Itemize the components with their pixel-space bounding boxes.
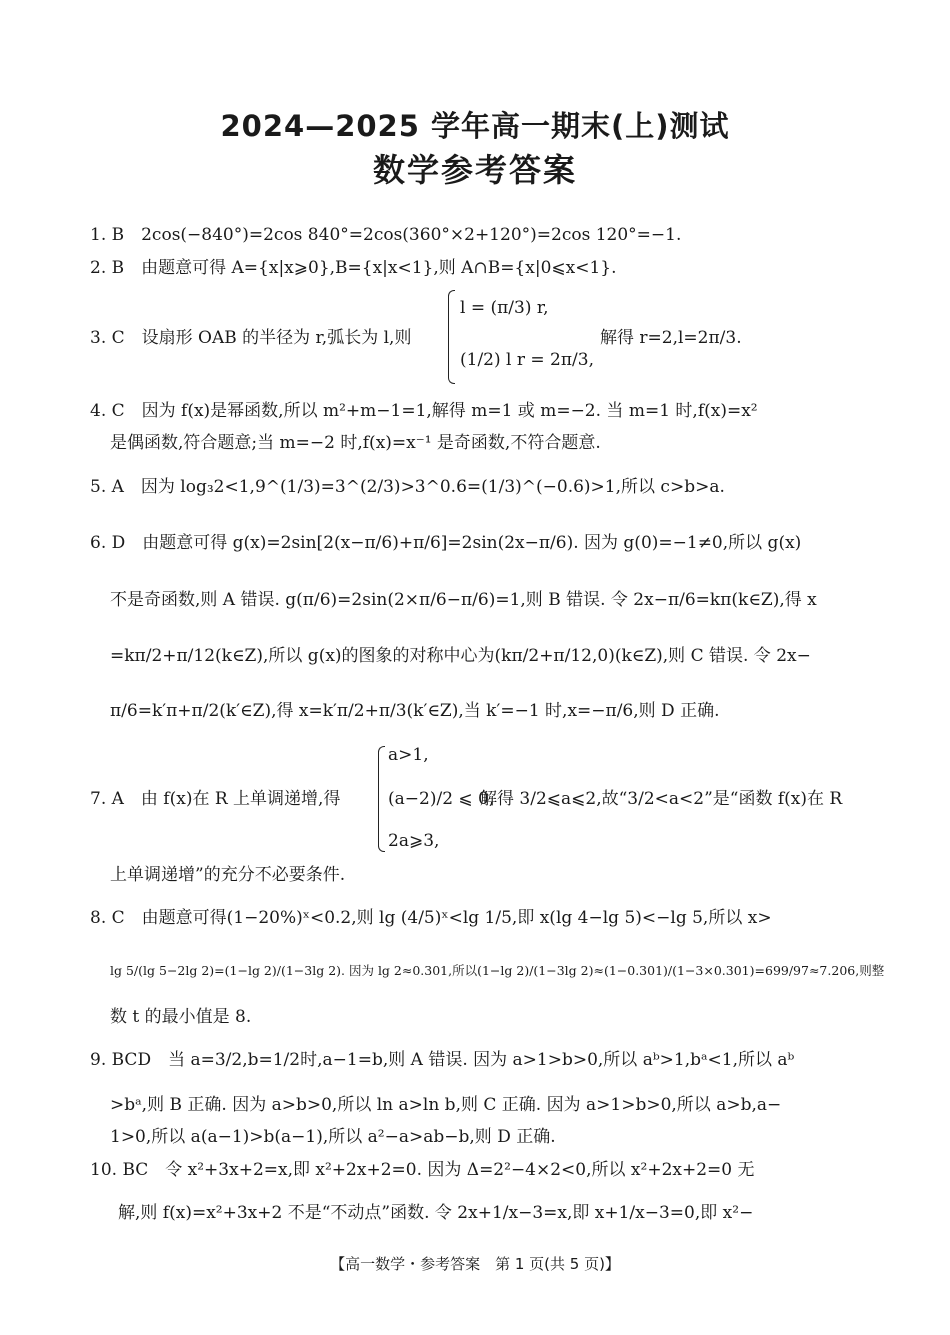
answer-4-line2: 是偶函数,符合题意;当 m=−2 时,f(x)=x⁻¹ 是奇函数,不符合题意.: [110, 433, 601, 453]
answer-3-eq1: l = (π/3) r,: [460, 298, 549, 318]
answer-6-line3: =kπ/2+π/12(k∈Z),所以 g(x)的图象的对称中心为(kπ/2+π/12,0)(k∈Z),则 C 错误. 令 2x−: [110, 646, 811, 666]
answer-3-lead: 3. C 设扇形 OAB 的半径为 r,弧长为 l,则: [90, 328, 412, 348]
answer-7-lead: 7. A 由 f(x)在 R 上单调递增,得: [90, 789, 341, 809]
brace-q3: [448, 290, 455, 384]
answer-3-tail: 解得 r=2,l=2π/3.: [600, 328, 742, 348]
answer-6-line2: 不是奇函数,则 A 错误. g(π/6)=2sin(2×π/6−π/6)=1,则 B 错误. 令 2x−π/6=kπ(k∈Z),得 x: [110, 590, 817, 610]
answer-9-line3: 1>0,所以 a(a−1)>b(a−1),所以 a²−a>ab−b,则 D 正确.: [110, 1127, 556, 1147]
answer-7-eq2: (a−2)/2 ⩽ 0,: [388, 789, 495, 809]
answer-7-eq1: a>1,: [388, 745, 429, 765]
answer-1: 1. B 2cos(−840°)=2cos 840°=2cos(360°×2+120°)=2cos 120°=−1.: [90, 225, 682, 245]
answer-10-line1: 10. BC 令 x²+3x+2=x,即 x²+2x+2=0. 因为 Δ=2²−4×2<0,所以 x²+2x+2=0 无: [90, 1160, 755, 1180]
page-subtitle: 数学参考答案: [372, 151, 577, 189]
brace-q7: [378, 746, 385, 852]
answer-10-line2: 解,则 f(x)=x²+3x+2 不是“不动点”函数. 令 2x+1/x−3=x,即 x+1/x−3=0,即 x²−: [118, 1203, 754, 1223]
page-footer: 【高一数学・参考答案 第 1 页(共 5 页)】: [330, 1255, 620, 1273]
answer-6-line4: π/6=k′π+π/2(k′∈Z),得 x=k′π/2+π/3(k′∈Z),当 k′=−1 时,x=−π/6,则 D 正确.: [110, 701, 720, 721]
answer-6-line1: 6. D 由题意可得 g(x)=2sin[2(x−π/6)+π/6]=2sin(2x−π/6). 因为 g(0)=−1≠0,所以 g(x): [90, 533, 802, 553]
answer-9-line2: >bᵃ,则 B 正确. 因为 a>b>0,所以 ln a>ln b,则 C 正确. 因为 a>1>b>0,所以 a>b,a−: [110, 1095, 782, 1115]
answer-8-line1: 8. C 由题意可得(1−20%)ˣ<0.2,则 lg (4/5)ˣ<lg 1/5,即 x(lg 4−lg 5)<−lg 5,所以 x>: [90, 908, 772, 928]
answer-9-line1: 9. BCD 当 a=3/2,b=1/2时,a−1=b,则 A 错误. 因为 a>1>b>0,所以 aᵇ>1,bᵃ<1,所以 aᵇ: [90, 1050, 795, 1070]
answer-5: 5. A 因为 log₃2<1,9^(1/3)=3^(2/3)>3^0.6=(1/3)^(−0.6)>1,所以 c>b>a.: [90, 477, 725, 497]
answer-8-line3: 数 t 的最小值是 8.: [110, 1007, 252, 1027]
page-title: 2024—2025 学年高一期末(上)测试: [220, 109, 730, 143]
answer-7-line2: 上单调递增”的充分不必要条件.: [110, 865, 346, 885]
answer-8-line2: lg 5/(lg 5−2lg 2)=(1−lg 2)/(1−3lg 2). 因为 lg 2≈0.301,所以(1−lg 2)/(1−3lg 2)≈(1−0.301)/(1−3×0.301)=699/97≈7.206,则整: [110, 963, 885, 978]
answer-3-eq2: (1/2) l r = 2π/3,: [460, 350, 594, 370]
answer-2: 2. B 由题意可得 A={x|x⩾0},B={x|x<1},则 A∩B={x|0⩽x<1}.: [90, 258, 617, 278]
answer-7-eq3: 2a⩾3,: [388, 831, 440, 851]
answer-7-tail: 解得 3/2⩽a⩽2,故“3/2<a<2”是“函数 f(x)在 R: [480, 789, 843, 809]
answer-4-line1: 4. C 因为 f(x)是幂函数,所以 m²+m−1=1,解得 m=1 或 m=−2. 当 m=1 时,f(x)=x²: [90, 401, 758, 421]
